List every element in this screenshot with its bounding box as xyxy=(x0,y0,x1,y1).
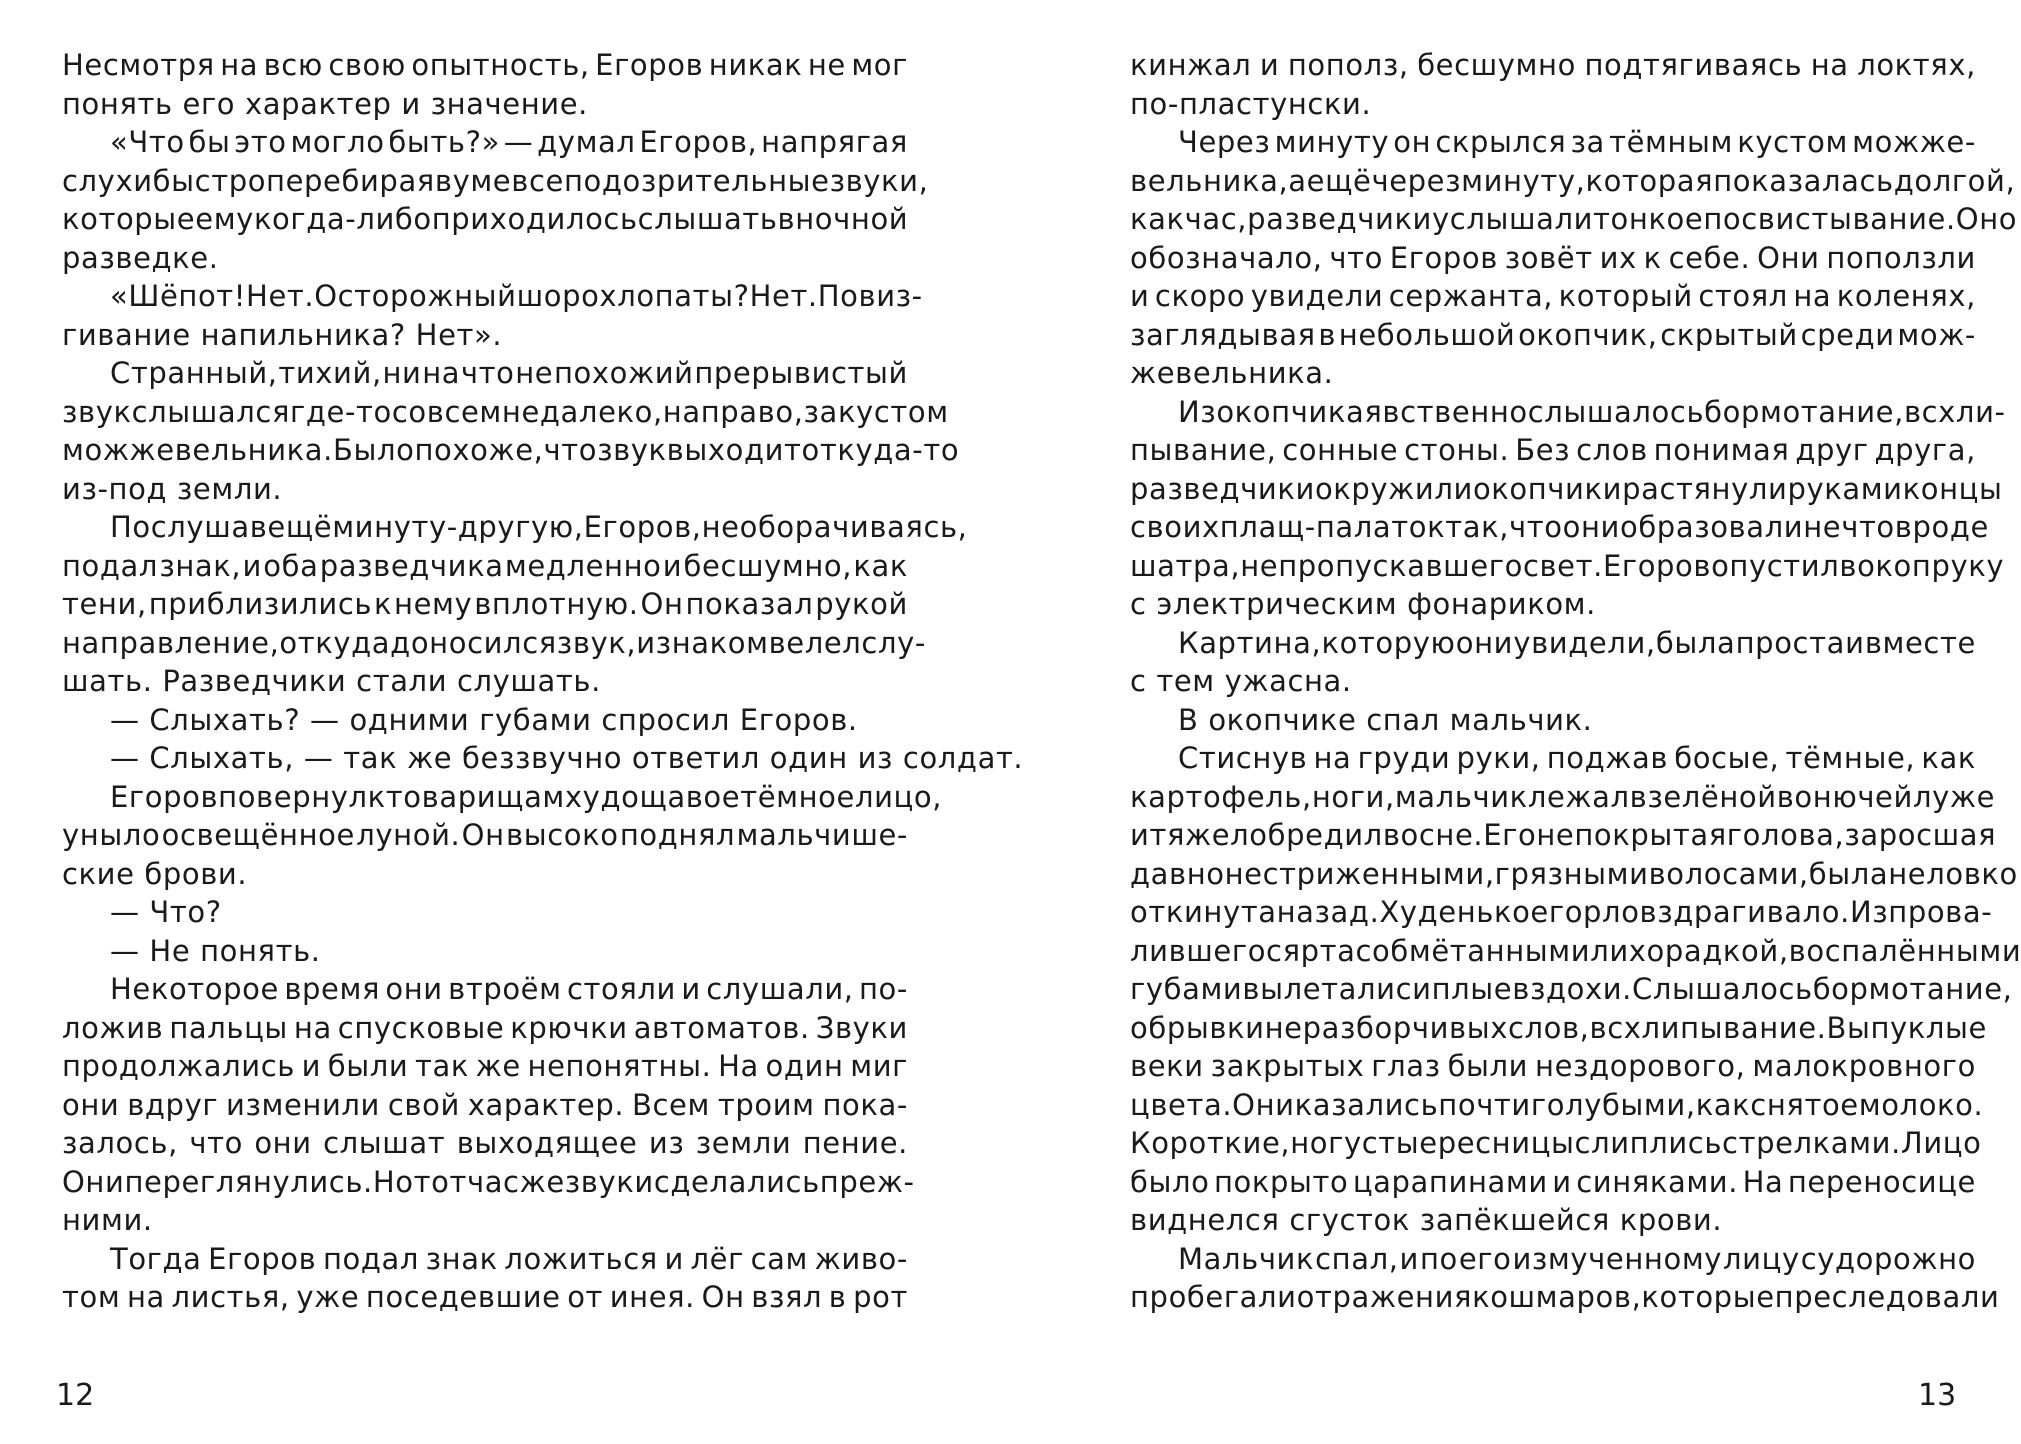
text-line: обрывки неразборчивых слов, всхлипывание. Выпуклые xyxy=(1130,1010,1987,1045)
text-line: губами вылетали сиплые вздохи. Слышалось бормотание, xyxy=(1130,972,2013,1006)
text-line: цвета. Они казались почти голубыми, как снятое молоко. xyxy=(1130,1087,1984,1122)
text-line: жевельника. xyxy=(1130,356,1334,390)
text-line: заглядывая в небольшой окопчик, скрытый среди мож- xyxy=(1130,317,1976,352)
text-line: направление, откуда доносился звук, и знаком велел слу- xyxy=(62,625,926,660)
text-line: — Не понять. xyxy=(110,933,321,968)
text-line: — Слыхать, — так же беззвучно ответил один из солдат. xyxy=(110,741,1024,775)
text-line: лившегося рта с обмётанными лихорадкой, воспалёнными xyxy=(1130,933,2021,968)
text-line: пробегали отражения кошмаров, которые преследовали xyxy=(1130,1280,2000,1314)
text-line: пывание, сонные стоны. Без слов понимая друг друга, xyxy=(1130,433,1976,467)
page-number-left: 12 xyxy=(56,1378,95,1413)
text-line: обозначало, что Егоров зовёт их к себе. Они поползли xyxy=(1130,240,1976,275)
text-line: — Что? xyxy=(110,895,222,929)
text-line: веки закрытых глаз были нездорового, малокровного xyxy=(1130,1049,1976,1083)
text-line: В окопчике спал мальчик. xyxy=(1178,702,1593,737)
text-line: кинжал и пополз, бесшумно подтягиваясь на локтях, xyxy=(1130,48,1976,82)
text-line: — Слыхать? — одними губами спросил Егоров. xyxy=(110,702,858,737)
text-line: Картина, которую они увидели, была проста и вместе xyxy=(1178,625,1976,660)
text-line: шать. Разведчики стали слушать. xyxy=(62,664,601,698)
text-line: залось, что они слышат выходящее из земли пение. xyxy=(62,1126,908,1160)
text-line: «Что бы это могло быть?» — думал Егоров, напрягая xyxy=(110,125,908,159)
text-line: было покрыто царапинами и синяками. На переносице xyxy=(1130,1164,1976,1199)
text-line: слух и быстро перебирая в уме все подозрительные звуки, xyxy=(62,163,929,198)
text-line: тени, приблизились к нему вплотную. Он показал рукой xyxy=(62,587,908,621)
text-line: ними. xyxy=(62,1203,153,1237)
text-line: которые ему когда-либо приходилось слышать в ночной xyxy=(62,202,909,236)
text-line: уныло освещённое луной. Он высоко поднял мальчише- xyxy=(62,818,908,852)
text-line: Короткие, но густые ресницы слиплись стрелками. Лицо xyxy=(1130,1126,1982,1160)
text-line: картофель, ноги, мальчик лежал в зелёной вонючей луже xyxy=(1130,779,1996,814)
text-line: Тогда Егоров подал знак ложиться и лёг сам живо- xyxy=(110,1241,908,1276)
text-line: Они переглянулись. Но тотчас же звуки сделались преж- xyxy=(62,1164,915,1199)
text-line: Из окопчика явственно слышалось бормотание, всхли- xyxy=(1178,394,2006,429)
text-line: откинута назад. Худенькое горло вздрагивало. Из прова- xyxy=(1130,895,1993,929)
text-line: и скоро увидели сержанта, который стоял на коленях, xyxy=(1130,279,1976,313)
text-line: давно не стриженными, грязными волосами, была неловко xyxy=(1130,856,2018,891)
text-line: Странный, тихий, ни на что не похожий прерывистый xyxy=(110,356,908,390)
text-line: они вдруг изменили свой характер. Всем троим пока- xyxy=(62,1087,908,1122)
text-line: понять его характер и значение. xyxy=(62,86,589,121)
page-number-right: 13 xyxy=(1918,1378,1957,1413)
text-line: с электрическим фонариком. xyxy=(1130,587,1596,621)
text-line: из-под земли. xyxy=(62,471,283,506)
left-page-text xyxy=(62,48,1024,1319)
text-line: продолжались и были так же непонятны. На один миг xyxy=(62,1049,908,1083)
text-line: Егоров повернул к товарищам худощавое тёмное лицо, xyxy=(110,779,943,814)
text-line: ские брови. xyxy=(62,856,248,891)
text-line: и тяжело бредил во сне. Его непокрытая голова, заросшая xyxy=(1130,818,1997,852)
text-line: звук слышался где-то совсем недалеко, направо, за кустом xyxy=(62,394,949,429)
text-line: с тем ужасна. xyxy=(1130,664,1352,698)
text-line: разведчики окружили окопчик и растянули руками концы xyxy=(1130,471,2003,506)
text-line: гивание напильника? Нет». xyxy=(62,317,503,352)
text-line: «Шёпот! Нет. Осторожный шорох лопаты? Нет. Повиз- xyxy=(110,279,923,313)
text-line: Стиснув на груди руки, поджав босые, тёмные, как xyxy=(1178,741,1976,775)
text-line: своих плащ-палаток так, что они образовали нечто вроде xyxy=(1130,510,1989,544)
text-line: том на листья, уже поседевшие от инея. Он взял в рот xyxy=(62,1280,908,1314)
text-line: виднелся сгусток запёкшейся крови. xyxy=(1130,1203,1723,1237)
text-line: Через минуту он скрылся за тёмным кустом можже- xyxy=(1178,125,1976,159)
text-line: Несмотря на всю свою опытность, Егоров никак не мог xyxy=(62,48,908,82)
text-line: разведке. xyxy=(62,240,219,275)
text-line: как час, разведчики услышали тонкое посвистывание. Оно xyxy=(1130,202,2018,236)
text-line: Послушав ещё минуту-другую, Егоров, не оборачиваясь, xyxy=(110,510,968,544)
text-line: вельника, а ещё через минуту, которая показалась долгой, xyxy=(1130,163,2016,198)
text-line: по-пластунски. xyxy=(1130,86,1372,121)
text-line: Мальчик спал, и по его измученному лицу судорожно xyxy=(1178,1241,1976,1276)
text-line: подал знак, и оба разведчика медленно и бесшумно, как xyxy=(62,548,908,583)
text-line: шатра, не пропускавшего свет. Егоров опустил в окоп руку xyxy=(1130,548,2005,583)
text-line: можжевельника. Было похоже, что звук выходит откуда-то xyxy=(62,433,960,467)
text-line: Некоторое время они втроём стояли и слушали, по- xyxy=(110,972,908,1006)
text-line: ложив пальцы на спусковые крючки автоматов. Звуки xyxy=(62,1010,908,1045)
right-page-text xyxy=(1130,48,2021,1319)
